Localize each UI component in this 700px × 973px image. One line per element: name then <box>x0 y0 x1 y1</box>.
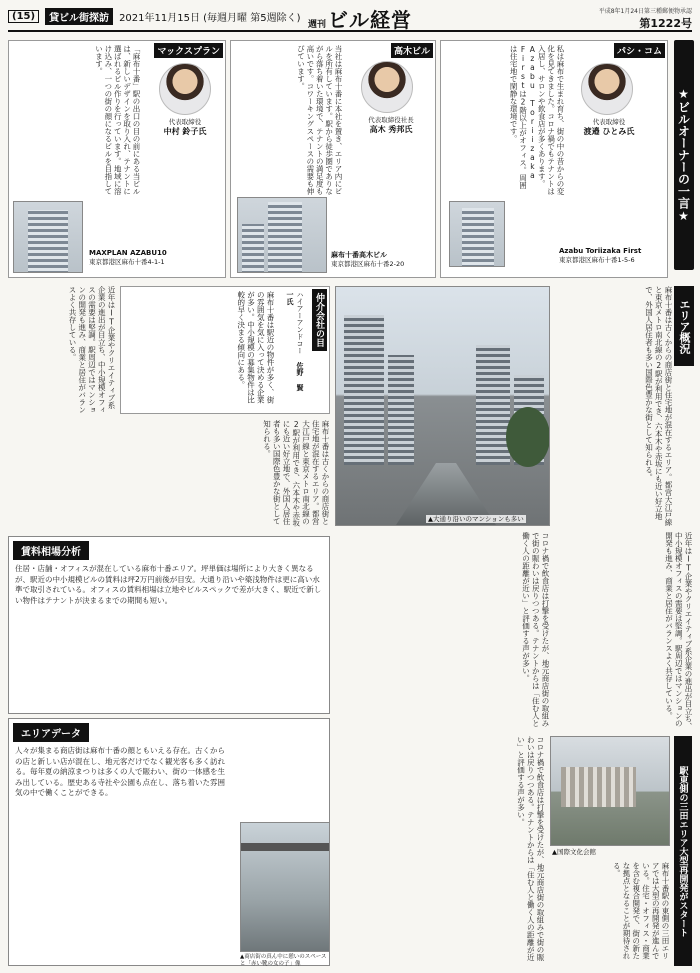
shopping-street-photo <box>240 822 330 952</box>
building-address: 東京都港区麻布十番2-20 <box>331 259 405 268</box>
agent-company: ハイアーアンドコー <box>296 291 304 354</box>
culture-center-photo <box>550 736 670 846</box>
areadata-body: 人々が集まる商店街は麻布十番の顔ともいえる存在。古くからの店と新しい店が混在し、地元客だけでなく観光客も多く訪れる。毎年夏の納涼まつりは多くの人で賑わい、街の一体感を生み出している。歴史ある寺社や公園も点在し、落ち着いた雰囲気の中で働くことができる。 <box>15 746 225 797</box>
brand-name: ビル経営 <box>328 8 413 32</box>
culture-photo-caption: ▲国際文化会館 <box>552 848 596 856</box>
owner-body: 私は麻布で生まれ育ち、街の中の昔からの変化を見てきました。コロナ禍でもテナントは入居し、サロンや飲食店が多くあります。Azabu Toriizaka Firstは2階以上がオフィス。周囲は住宅地で閑静な環境です。 <box>509 45 565 195</box>
agent-body: 麻布十番は駅近の物件が多く、街の雰囲気を気に入って決める企業が多い。中小規模の募集物件は比較的早く決まる傾向にある。 <box>236 291 275 404</box>
building-name: MAXPLAN AZABU10 <box>89 249 167 257</box>
station-tag: 駅東側の三田エリア大型再開発がスタート <box>674 736 692 966</box>
building-photo <box>237 197 327 273</box>
agent-tag: 仲介会社の目 <box>312 289 327 351</box>
rent-title: 賃料相場分析 <box>13 541 89 560</box>
area-text-col3: コロナ禍で飲食店は打撃を受けたが、地元商店街の取組みで街の賑わいは戻りつつある。テナントからは「住む人と働く人の距離が近い」と評価する声が多い。 <box>521 532 550 727</box>
area-text-col2: 近年はIT企業やクリエイティブ系企業の進出が目立ち、中小規模オフィスの需要は堅調。駅周辺ではマンションの開発も進み、商業と居住がバランスよく共存している。 <box>664 532 693 730</box>
owner-portrait <box>581 63 633 115</box>
street-photo <box>335 286 550 526</box>
areadata-title: エリアデータ <box>13 723 89 742</box>
header-left <box>8 8 300 25</box>
rent-analysis-box <box>8 536 330 714</box>
feature-title: ★ビルオーナーの一言★ <box>674 40 694 270</box>
owner-tag: マックスプラン <box>154 43 223 58</box>
owner-panel-takagi <box>230 40 436 278</box>
brand-prefix: 週刊 <box>308 20 327 30</box>
owner-tag: パシ・コム <box>614 43 665 58</box>
building-photo <box>13 201 83 273</box>
page-number: (15) <box>8 10 39 23</box>
building-photo <box>449 201 505 267</box>
building-caption <box>89 249 223 266</box>
area-text-col1: 麻布十番は古くからの商店街と住宅地が混在するエリア。都営大江戸線と東京メトロ南北線の2駅が利用でき、六本木や赤坂にも近い好立地で、外国人居住者も多い国際色豊かな街として知られる。 <box>644 286 673 526</box>
caption-title: 代表取締役 <box>168 118 202 126</box>
area-tag: エリア概況 <box>674 286 694 366</box>
building-caption <box>331 251 435 268</box>
rent-body: 住居・店舗・オフィスが混在している麻布十番エリア。坪単価は場所により大きく異なるが、駅近の中小規模ビルの賃料は坪2万円前後が目安。大通り沿いや築浅物件は更に高い水準で取引されている。オフィスの賃料相場は立地やビルスペックで差が大きく、駅近で新しい物件はテナントが決まるまでの期間も短い。 <box>15 564 322 605</box>
owner-panel-pacicom <box>440 40 668 278</box>
caption-title: 代表取締役社長 <box>368 116 414 124</box>
station-body: 麻布十番駅の東側の三田エリアでは大型の再開発が進んでいる。住宅・オフィス・商業を含む複合開発で、街の新たな拠点となることが期待される。 <box>612 862 670 960</box>
header-right <box>599 6 692 31</box>
caption-name: 渡邉 ひとみ氏 <box>583 126 635 136</box>
owner-caption <box>569 119 649 136</box>
owner-portrait <box>361 61 413 113</box>
postal-note: 平成8年1月24日第三種郵便物承認 <box>598 8 692 15</box>
arcade-photo-caption: ▲商店街の真ん中に憩いのスペースと「赤い靴の女の子」像 <box>240 954 327 967</box>
agent-person <box>285 291 305 391</box>
owner-caption <box>349 117 433 134</box>
owner-caption <box>145 119 225 136</box>
area-text-left: 近年はIT企業やクリエイティブ系企業の進出が目立ち、中小規模オフィスの需要は堅調。駅周辺ではマンションの開発も進み、商業と居住がバランスよく共存している。 <box>68 286 116 414</box>
page-header <box>8 4 692 32</box>
building-name: Azabu Toriizaka First <box>559 247 642 255</box>
street-photo-caption: ▲大通り沿いのマンションも多い <box>428 514 524 523</box>
lower-text-mid: コロナ禍で飲食店は打撃を受けたが、地元商店街の取組みで街の賑わいは戻りつつある。テナントからは「住む人と働く人の距離が近い」と評価する声が多い。 <box>516 736 545 961</box>
masthead <box>308 4 412 33</box>
owner-portrait <box>159 63 211 115</box>
agent-name: 佐野 賢一氏 <box>286 291 304 391</box>
issue-date: 2021年11月15日 (毎週月曜 第5週除く) <box>119 13 301 24</box>
building-address: 東京都港区麻布十番1-5-6 <box>559 255 635 264</box>
owner-panel-maxplan <box>8 40 226 278</box>
caption-name: 高木 秀邦氏 <box>369 124 413 134</box>
agent-box <box>120 286 330 414</box>
series-badge: 貸ビル街探訪 <box>45 8 113 25</box>
building-name: 麻布十番高木ビル <box>331 251 387 259</box>
area-text-left2: 麻布十番は古くからの商店街と住宅地が混在するエリア。都営大江戸線と東京メトロ南北線の2駅が利用でき、六本木や赤坂にも近い好立地で、外国人居住者も多い国際色豊かな街として知られる。 <box>262 420 330 527</box>
owner-body: 「麻布十番」駅の出口の目の前にある当ビルは、新しいデザインを取り入れ、テナントに選ばれるビル作りを行っています。地域に溶け込み、一つの街の顔になるビルを目指しています。 <box>94 45 141 195</box>
caption-name: 中村 鈴子氏 <box>163 126 207 136</box>
owner-body: 当社は麻布十番に本社を置き、エリア内にビルを所有しています。駅から徒歩圏でありながら落ち着いた環境で、テナントの満足度も高いです。コワーキングスペースの需要も伸びています。 <box>296 45 343 195</box>
owner-tag: 高木ビル <box>391 43 433 58</box>
issue-number: 第1222号 <box>639 17 692 30</box>
building-address: 東京都港区麻布十番4-1-1 <box>89 257 165 266</box>
building-caption <box>559 247 667 264</box>
caption-title: 代表取締役 <box>592 118 626 126</box>
